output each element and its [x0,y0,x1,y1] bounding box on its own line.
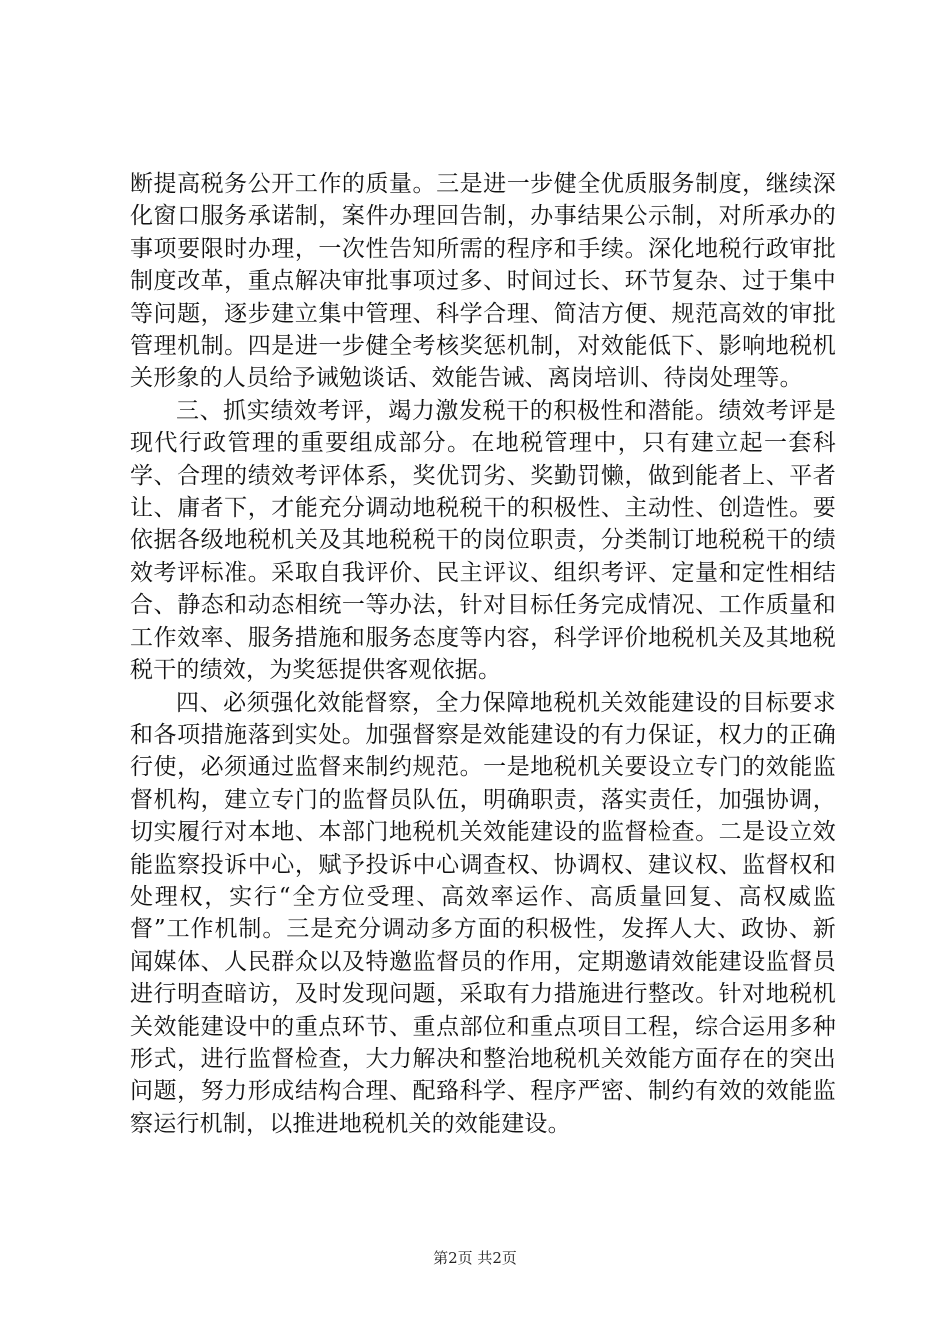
document-body [130,168,836,1140]
paragraph-section-four: 四、必须强化效能督察，全力保障地税机关效能建设的目标要求和各项措施落到实处。加强督察是效能建设的有力保证，权力的正确行使，必须通过监督来制约规范。一是地税机关要设立专门的效能监督机构，建立专门的监督员队伍，明确职责，落实责任，加强协调，切实履行对本地、本部门地税机关效能建设的监督检查。二是设立效能监察投诉中心，赋予投诉中心调查权、协调权、建议权、监督权和处理权，实行“全方位受理、高效率运作、高质量回复、高权威监督”工作机制。三是充分调动多方面的积极性，发挥人大、政协、新闻媒体、人民群众以及特邀监督员的作用，定期邀请效能建设监督员进行明查暗访，及时发现问题，采取有力措施进行整改。针对地税机关效能建设中的重点环节、重点部位和重点项目工程，综合运用多种形式，进行监督检查，大力解决和整治地税机关效能方面存在的突出问题，努力形成结构合理、配臵科学、程序严密、制约有效的效能监察运行机制，以推进地税机关的效能建设。 [130,689,836,1137]
page-footer: 第2页 共2页 [433,1249,517,1267]
paragraph-section-three: 三、抓实绩效考评，竭力激发税干的积极性和潜能。绩效考评是现代行政管理的重要组成部分。在地税管理中，只有建立起一套科学、合理的绩效考评体系，奖优罚劣、奖勤罚懒，做到能者上、平者让、庸者下，才能充分调动地税税干的积极性、主动性、创造性。要依据各级地税机关及其地税税干的岗位职责，分类制订地税税干的绩效考评标准。采取自我评价、民主评议、组织考评、定量和定性相结合、静态和动态相统一等办法，针对目标任务完成情况、工作质量和工作效率、服务措施和服务态度等内容，科学评价地税机关及其地税税干的绩效，为奖惩提供客观依据。 [130,397,836,684]
paragraph-continuation: 断提高税务公开工作的质量。三是进一步健全优质服务制度，继续深化窗口服务承诺制，案件办理回告制，办事结果公示制，对所承办的事项要限时办理，一次性告知所需的程序和手续。深化地税行政审批制度改革，重点解决审批事项过多、时间过长、环节复杂、过于集中等问题，逐步建立集中管理、科学合理、简洁方便、规范高效的审批管理机制。四是进一步健全考核奖惩机制，对效能低下、影响地税机关形象的人员给予诫勉谈话、效能告诫、离岗培训、待岗处理等。 [130,171,836,392]
